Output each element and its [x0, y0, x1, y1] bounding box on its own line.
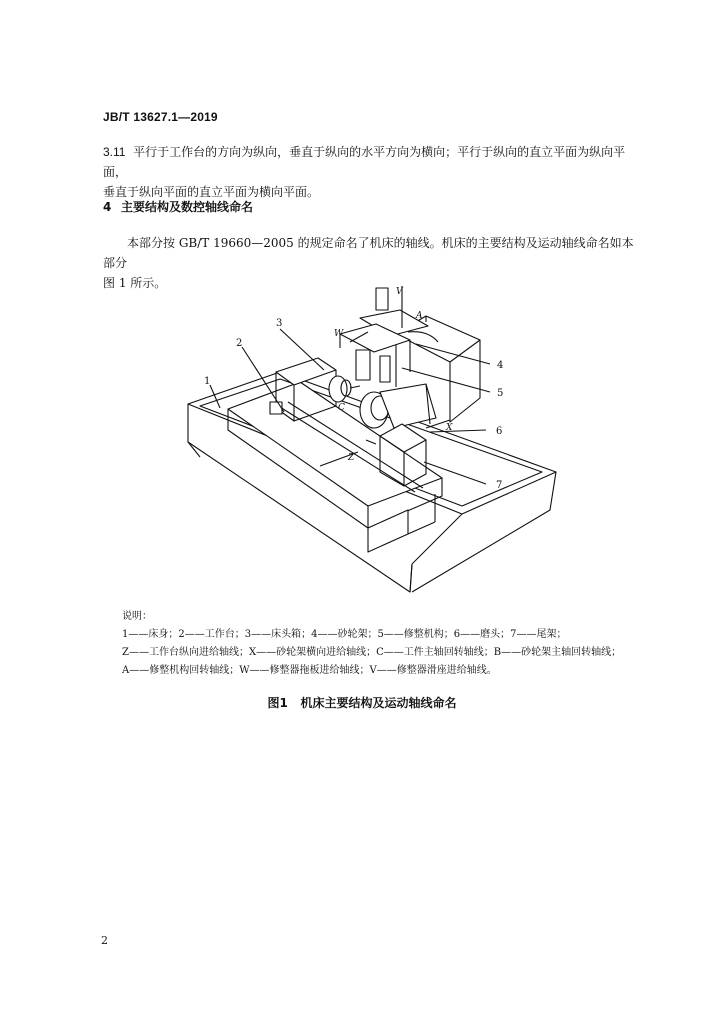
clause-text-line1: 平行于工作台的方向为纵向，垂直于纵向的水平方向为横向；平行于纵向的直立平面为纵向平面，	[103, 145, 626, 179]
axis-label-z: Z	[348, 453, 355, 463]
axis-label-c: C	[338, 403, 345, 413]
clause-number: 3.11	[103, 145, 126, 159]
page-number: 2	[101, 934, 108, 947]
axis-label-w: W	[334, 329, 344, 339]
figure-caption-label: 图1	[267, 696, 288, 710]
section-body-line1: 本部分按 GB/T 19660—2005 的规定命名了机床的轴线。机床的主要结构及运动轴线命名如本部分	[103, 236, 634, 270]
callout-4: 4	[497, 360, 504, 371]
axis-label-a: A	[416, 311, 423, 321]
callout-1: 1	[204, 376, 211, 387]
grinding-head	[360, 384, 436, 428]
figure-legend	[122, 608, 642, 680]
legend-line2: Z——工作台纵向进给轴线；X——砂轮架横向进给轴线；C——工件主轴回转轴线；B——砂轮架主轴回转轴线；	[122, 647, 622, 658]
clause-3-11	[103, 142, 643, 202]
callout-7: 7	[496, 480, 503, 491]
callout-5: 5	[497, 388, 504, 399]
axis-label-v: V	[396, 287, 403, 297]
figure-caption-text: 机床主要结构及运动轴线命名	[300, 696, 457, 710]
callout-6: 6	[496, 426, 503, 437]
callout-3: 3	[276, 318, 283, 329]
callout-2: 2	[236, 338, 243, 349]
clause-text-line2: 垂直于纵向平面的直立平面为横向平面。	[103, 185, 320, 199]
section-title: 主要结构及数控轴线命名	[121, 200, 254, 214]
section-number: 4	[103, 200, 112, 214]
clause-3-11-line1	[103, 142, 643, 182]
machine-figure	[180, 282, 560, 602]
section-body-line2: 图 1 所示。	[103, 276, 167, 290]
legend-title: 说明：	[122, 611, 152, 622]
document-number: JB/T 13627.1—2019	[103, 110, 218, 124]
legend-line1: 1——床身；2——工作台；3——床头箱；4——砂轮架；5——修整机构；6——磨头；7——尾架；	[122, 629, 567, 640]
section-heading	[103, 198, 253, 215]
figure-caption	[0, 694, 724, 711]
axis-label-x: X	[446, 423, 453, 433]
legend-line3: A——修整机构回转轴线；W——修整器拖板进给轴线；V——修整器滑座进给轴线。	[122, 665, 497, 676]
